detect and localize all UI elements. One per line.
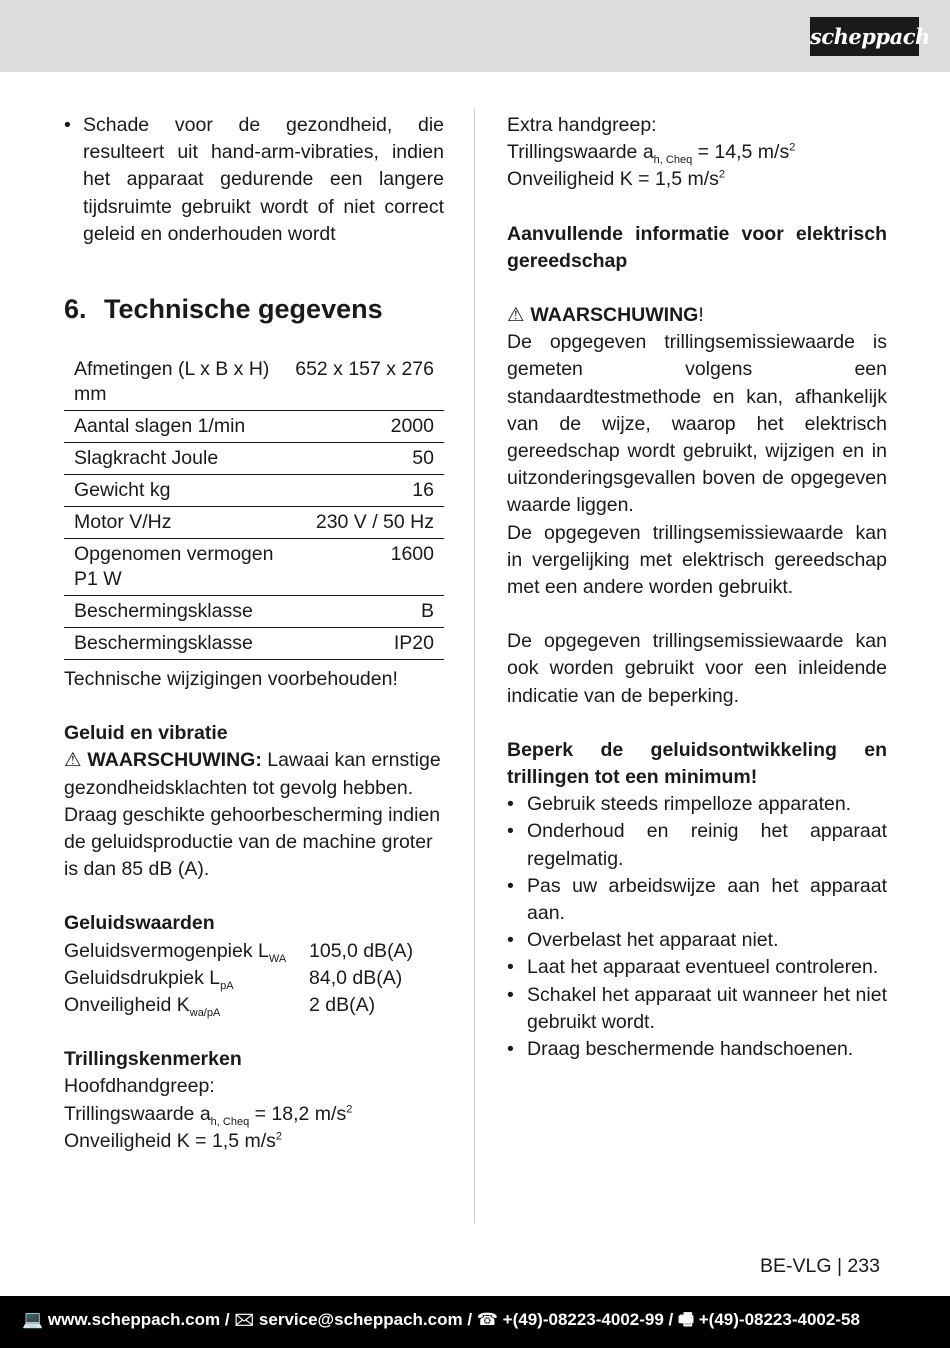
sound-value: 2 dB(A) [309,994,376,1017]
sound-value-label: Geluidsdrukpiek $L_{pA}$ [64,966,234,992]
spec-row [64,354,444,411]
limit-item: • Gebruik steeds rimpelloze apparaten. [507,791,887,818]
main-uncertainty: Onveiligheid K = 1,5 $m/s^2$ [64,1129,283,1152]
section-title: Technische gegevens [104,294,383,325]
sound-value-label: Onveiligheid $K_{wa/pA}$ [64,994,221,1019]
page-number: BE-VLG | 233 [760,1255,880,1277]
sound-value-row [64,965,444,992]
left-column [64,112,444,1155]
main-vibration-value: Trillingswaarde $a_{h, Cheq} = 18,2$ $m/s^2$ [64,1102,353,1128]
spec-label: Beschermingsklasse [74,600,253,623]
warning-icon: ⚠ [64,749,82,772]
spec-label: Slagkracht Joule [74,447,219,470]
spec-value: B [420,600,434,623]
right-warning: ⚠ WAARSCHUWING! [507,302,887,329]
limit-item: • Schakel het apparaat uit wanneer het niet gebruikt wordt. [507,982,887,1036]
limit-heading: Beperk de geluidsontwikkeling en trillingen tot een minimum! [507,738,887,789]
limit-item: • Laat het apparaat eventueel controleren. [507,954,887,981]
warning-label: WAARSCHUWING [530,304,699,327]
spec-value: 1600 [390,543,434,566]
page-header [0,0,950,72]
main-grip-label: Hoofdhandgreep: [64,1075,215,1098]
hearing-text: Draag geschikte gehoorbescherming indien de geluidsproductie van de machine groter is dan 85 dB (A). [64,803,441,881]
limit-item: • Pas uw arbeidswijze aan het apparaat aan. [507,873,887,927]
spec-label: Opgenomen vermogen P1 W [74,543,274,591]
emission-paragraph-3: De opgegeven trillingsemissiewaarde kan ook worden gebruikt voor een inleidende indicatie van de beperking. [507,630,887,707]
spec-label: Aantal slagen 1/min [74,415,246,438]
spec-label: Motor V/Hz [74,511,172,534]
spec-row [64,475,444,507]
right-column [507,112,887,1063]
spec-value: 50 [412,447,434,470]
warning-text: Lawaai kan ernstige gezondheidsklachten tot gevolg hebben. [64,749,441,799]
spec-label: Afmetingen (L x B x H) mm [74,358,270,406]
spec-row [64,539,444,596]
limit-item: • Onderhoud en reinig het apparaat regelmatig. [507,818,887,872]
extra-uncertainty: Onveiligheid K = 1,5 $m/s^2$ [507,168,726,191]
sound-heading: Geluid en vibratie [64,722,228,745]
sound-value: 105,0 dB(A) [309,939,414,962]
extra-grip-label: Extra handgreep: [507,114,657,136]
spec-value: 230 V / 50 Hz [315,511,434,534]
emission-paragraph-2: De opgegeven trillingsemissiewaarde kan in vergelijking met elektrisch gereedschap met een andere worden gebruikt. [507,521,887,599]
warning-icon: ⚠ [507,304,525,327]
vibration-heading: Trillingskenmerken [64,1048,242,1071]
sound-values-heading: Geluidswaarden [64,912,215,935]
spec-value: 16 [412,479,434,502]
limit-item: • Draag beschermende handschoenen. [507,1036,887,1063]
limit-list [507,791,887,1063]
spec-value: 652 x 157 x 276 [295,358,434,381]
sound-warning [64,747,444,801]
tech-note: Technische wijzigingen voorbehouden! [64,668,398,691]
health-bullet: • Schade voor de gezondheid, die resulteert uit hand-arm-vibraties, indien het apparaat gedurende een langere tijdsruimte gebruikt wordt of niet correct geleid en onderhouden wordt [64,112,444,248]
section-number: 6. [64,294,87,325]
scheppach-logo: scheppach [810,17,919,56]
spec-row [64,411,444,443]
spec-row [64,628,444,660]
warning-label: WAARSCHUWING: [87,749,262,772]
spec-row [64,507,444,539]
sound-values-list [64,938,444,1020]
sound-value: 84,0 dB(A) [309,966,403,989]
info-heading: Aanvullende informatie voor elektrisch gereedschap [507,222,887,272]
spec-table [64,354,444,660]
extra-vibration-value: Trillingswaarde $a_{h, Cheq} = 14,5$ $m/s^2$ [507,141,796,167]
spec-value: 2000 [390,415,434,438]
spec-label: Beschermingsklasse [74,632,253,655]
limit-item: • Overbelast het apparaat niet. [507,927,887,954]
spec-row [64,443,444,475]
column-divider [474,108,475,1223]
section-heading [64,292,444,326]
spec-value: IP20 [393,632,434,655]
spec-row [64,596,444,628]
emission-paragraph-1: De opgegeven trillingsemissiewaarde is gemeten volgens een standaardtestmethode en kan, afhankelijk van de wijze, waarop het elektrisch gereedschap wordt gebruikt, wijzigen en in uitzonderingsgevallen boven de opgegeven waarde liggen. [507,331,887,517]
sound-value-row [64,992,444,1019]
sound-value-label: Geluidsvermogenpiek $L_{WA}$ [64,939,287,965]
sound-value-row [64,938,444,965]
spec-label: Gewicht kg [74,479,171,502]
contact-footer: 💻 www.scheppach.com / 🖂 service@scheppach.com / ☎ +(49)-08223-4002-99 / 🖷 +(49)-08223-4002-58 [0,1296,950,1348]
